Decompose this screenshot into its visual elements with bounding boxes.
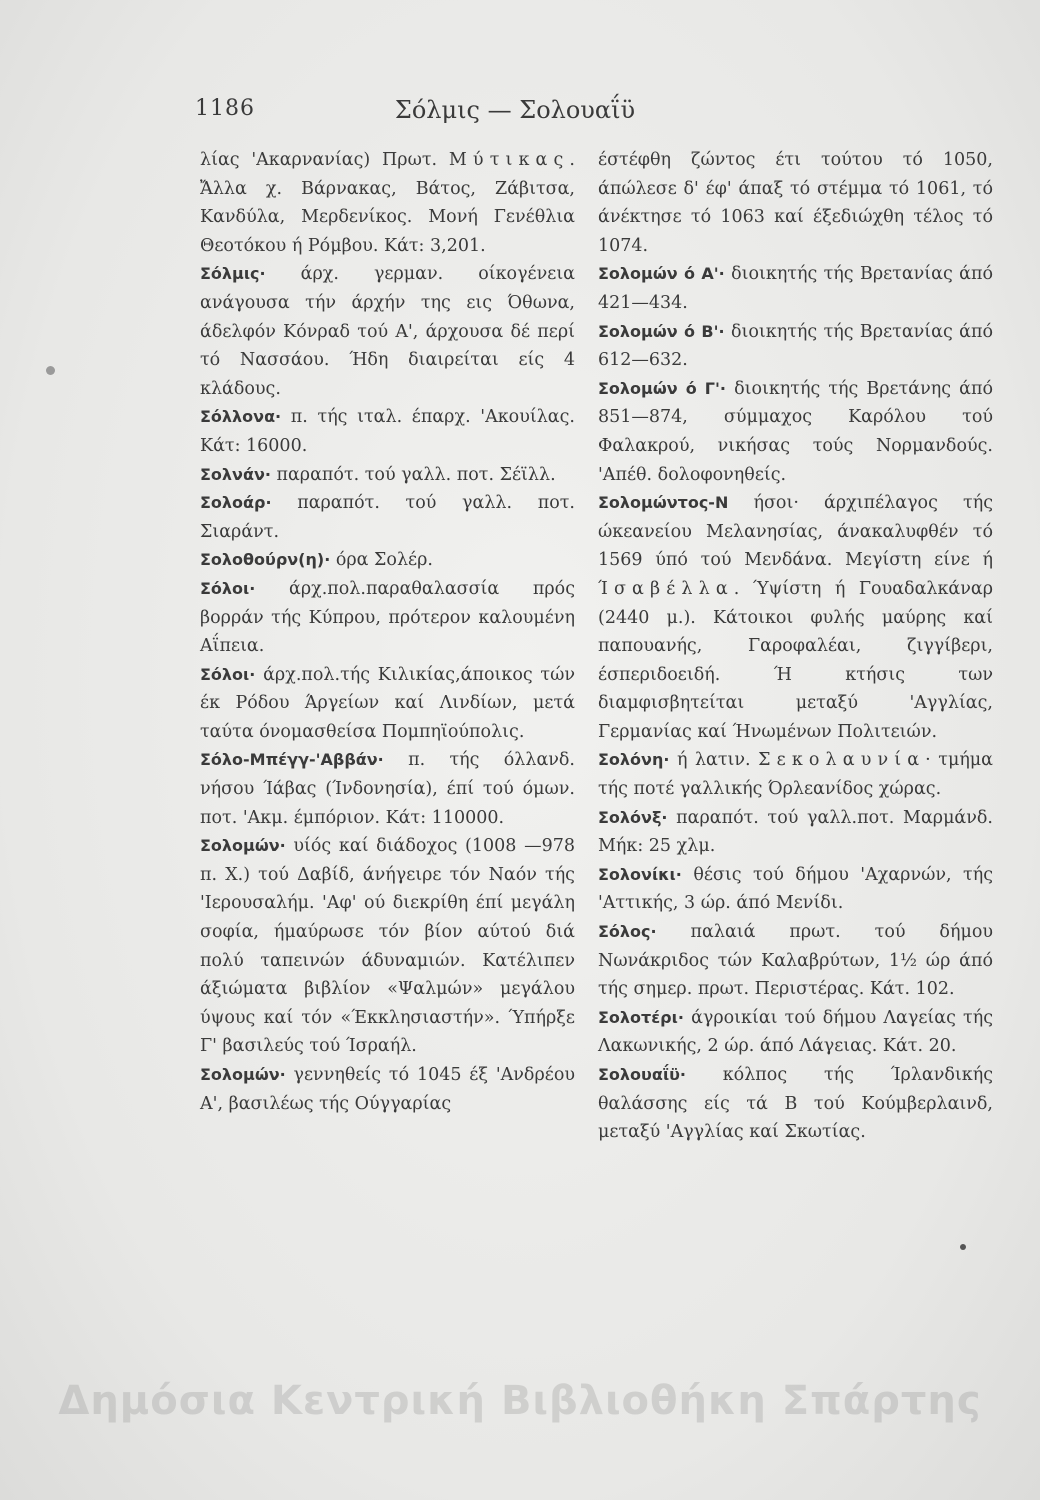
entry-headword: Σολοτέρι· bbox=[598, 1007, 684, 1027]
page-number: 1186 bbox=[195, 96, 255, 121]
entry-headword: Σολονίκι· bbox=[598, 864, 682, 884]
entry-text-start: ή λατιν. bbox=[669, 750, 759, 771]
dictionary-entry bbox=[598, 746, 993, 803]
dictionary-entry bbox=[598, 861, 993, 918]
dictionary-entry bbox=[598, 804, 993, 861]
entry-text: π. τής ιταλ. έπαρχ. 'Ακουίλας. Κάτ: 16000. bbox=[200, 407, 575, 456]
entry-text: έστέφθη ζώντος έτι τούτου τό 1050, άπώλεσε δ' έφ' άπαξ τό στέμμα τό 1061, τό άνέκτησε τό 1063 καί έξεδιώχθη τέλος τό 1074. bbox=[598, 150, 993, 256]
entry-headword: Σολνάν· bbox=[200, 464, 271, 484]
entry-text-end: . Ἄλλα χ. Βάρνακας, Βάτος, Ζάβιτσα, Κανδύλα, Μερδενίκος. Μονή Γενέθλια Θεοτόκου ή Ρόμβου. Κάτ: 3,201. bbox=[200, 150, 575, 256]
entry-text: γεννηθείς τό 1045 έξ 'Ανδρέου Α', βασιλέως τής Ούγγαρίας bbox=[200, 1065, 575, 1114]
running-head: Σόλμις — Σολουαΐϋ bbox=[394, 96, 636, 124]
entry-headword: Σολοθούρν(η)· bbox=[200, 550, 331, 570]
dictionary-entry bbox=[598, 1004, 993, 1061]
entry-text: θέσις τού δήμου 'Αχαρνών, τής 'Αττικής, 3 ώρ. άπό Μενίδι. bbox=[598, 864, 993, 914]
entry-text: διοικητής τής Βρετάνης άπό 851—874, σύμμαχος Καρόλου τού Φαλακρού, νικήσας τούς Νορμανδούς. 'Απέθ. δολοφονηθείς. bbox=[598, 378, 993, 485]
entry-headword: Σολοάρ· bbox=[200, 493, 272, 513]
dictionary-entry bbox=[200, 403, 575, 460]
dictionary-entry bbox=[598, 489, 993, 746]
entry-headword: Σολομώντος-Ν bbox=[598, 493, 729, 513]
dictionary-entry bbox=[598, 146, 993, 260]
dictionary-entry bbox=[200, 1061, 575, 1118]
entry-headword: Σόλοι· bbox=[200, 578, 256, 598]
entry-text-start: λίας 'Ακαρνανίας) Πρωτ. bbox=[200, 150, 449, 170]
entry-headword: Σόλλονα· bbox=[200, 407, 282, 427]
entry-headword: Σόλο-Μπέγγ-'Αββάν· bbox=[200, 750, 384, 770]
entry-headword: Σόλοι· bbox=[200, 664, 256, 684]
entry-text: διοικητής τής Βρετανίας άπό 612—632. bbox=[598, 321, 994, 371]
dictionary-entry bbox=[200, 546, 575, 575]
entry-headword: Σολουαΐϋ· bbox=[598, 1065, 686, 1084]
library-watermark: Δημόσια Κεντρική Βιβλιοθήκη Σπάρτης bbox=[58, 1378, 982, 1424]
entry-text-end: . Ύψίστη ή Γουαδαλκάναρ (2440 μ.). Κάτοικοι φυλής μαύρης καί παπουανής, Γαροφαλέαι, ζιγγίβερι, έσπεριδοειδή. Ή κτήσις των διαμφισβητείται μεταξύ 'Αγγλίας, Γερμανίας καί Ήνωμένων Πολιτειών. bbox=[598, 578, 993, 742]
entry-text: παραπότ. τού γαλλ. ποτ. Σιαράντ. bbox=[200, 493, 575, 542]
dictionary-entry bbox=[200, 832, 575, 1061]
dictionary-entry bbox=[200, 746, 575, 832]
entry-spaced-name: Ίσαβέλλα bbox=[598, 578, 734, 599]
dictionary-entry bbox=[200, 575, 575, 661]
entry-headword: Σολομών· bbox=[200, 1065, 286, 1084]
entry-text: παραπότ. τού γαλλ. ποτ. Σέϊλλ. bbox=[270, 464, 556, 485]
entry-headword: Σόλος· bbox=[598, 922, 657, 942]
dictionary-entry bbox=[598, 260, 993, 317]
entry-headword: Σολόνξ· bbox=[598, 807, 668, 827]
entry-headword: Σόλμις· bbox=[200, 264, 266, 284]
entry-text: όρα Σολέρ. bbox=[330, 550, 433, 571]
dictionary-entry bbox=[200, 146, 575, 260]
entry-text: υίός καί διάδοχος (1008 —978 π. Χ.) τού Δαβίδ, άνήγειρε τόν Ναόν τής 'Ιερουσαλήμ. 'Αφ' ού διεκρίθη έπί μεγάλη σοφία, ήμαύρωσε τόν βίον αύτού διά πολύ ταπεινών άδυναμιών. Κατέλιπεν άξιώματα βιβλίον «Ψαλμών» μεγάλου ύψους καί τόν «Έκκλησιαστήν». Ύπήρξε Γ' βασιλεύς τού Ίσραήλ. bbox=[200, 836, 575, 1057]
entry-spaced-name: Μύτικας bbox=[448, 150, 570, 170]
page-header bbox=[195, 96, 835, 132]
entry-text: άρχ. γερμαν. οίκογένεια ανάγουσα τήν άρχήν της εις Όθωνα, άδελφόν Κόνραδ τού Α', άρχουσα δέ περί τό Νασσάου. Ήδη διαιρείται είς 4 κλάδους. bbox=[200, 264, 575, 399]
entry-text: παλαιά πρωτ. τού δήμου Νωνάκριδος τών Καλαβρύτων, 1½ ώρ άπό τής σημερ. πρωτ. Περιστέρας. Κάτ. 102. bbox=[598, 922, 993, 1000]
dictionary-entry bbox=[598, 918, 993, 1004]
entry-text-end: · τμήμα τής ποτέ γαλλικής Όρλεανίδος χώρας. bbox=[598, 750, 993, 800]
left-column bbox=[200, 146, 575, 1118]
dictionary-entry bbox=[598, 1061, 993, 1147]
entry-headword: Σολομών ό Α'· bbox=[598, 264, 725, 284]
entry-text-start: ήσοι· άρχιπέλαγος τής ώκεανείου Μελανησίας, άνακαλυφθέν τό 1569 ύπό τού Μενδάνα. Μεγίστη είνε ή bbox=[598, 493, 993, 571]
binding-hole-mark bbox=[46, 366, 55, 375]
entry-text: παραπότ. τού γαλλ.ποτ. Μαρμάνδ. Μήκ: 25 χλμ. bbox=[598, 807, 993, 857]
entry-text: άρχ.πολ.τής Κιλικίας,άποικος τών έκ Ρόδου Άργείων καί Λινδίων, μετά ταύτα όνομασθείσα Πομπηϊούπολις. bbox=[200, 664, 575, 742]
dictionary-entry bbox=[200, 661, 575, 747]
entry-text: κόλπος τής Ίρλανδικής θαλάσσης είς τά Β τού Κούμβερλαινδ, μεταξύ 'Αγγλίας καί Σκωτίας. bbox=[598, 1065, 993, 1143]
dictionary-entry bbox=[598, 375, 993, 489]
entry-text: άρχ.πολ.παραθαλασσία πρός βορράν τής Κύπρου, πρότερον καλουμένη Αΐπεια. bbox=[200, 578, 575, 657]
ink-spot-mark bbox=[960, 1244, 966, 1250]
entry-text: π. τής όλλανδ. νήσου Ίάβας (Ίνδονησία), έπί τού όμων. ποτ. 'Ακμ. έμπόριον. Κάτ: 110000. bbox=[200, 750, 575, 828]
dictionary-entry bbox=[200, 461, 575, 490]
right-column bbox=[598, 146, 993, 1147]
entry-headword: Σολόνη· bbox=[598, 750, 670, 770]
dictionary-entry bbox=[200, 260, 575, 403]
entry-text: διοικητής τής Βρετανίας άπό 421—434. bbox=[598, 264, 994, 313]
dictionary-entry bbox=[200, 489, 575, 546]
dictionary-entry bbox=[598, 318, 993, 375]
entry-headword: Σολομών ό Β'· bbox=[598, 321, 725, 341]
entry-headword: Σολομών ό Γ'· bbox=[598, 378, 726, 398]
entry-spaced-name: Σεκολαυνία bbox=[758, 750, 926, 771]
entry-text: άγροικίαι τού δήμου Λαγείας τής Λακωνικής, 2 ώρ. άπό Λάγειας. Κάτ. 20. bbox=[598, 1007, 993, 1057]
entry-headword: Σολομών· bbox=[200, 836, 286, 856]
